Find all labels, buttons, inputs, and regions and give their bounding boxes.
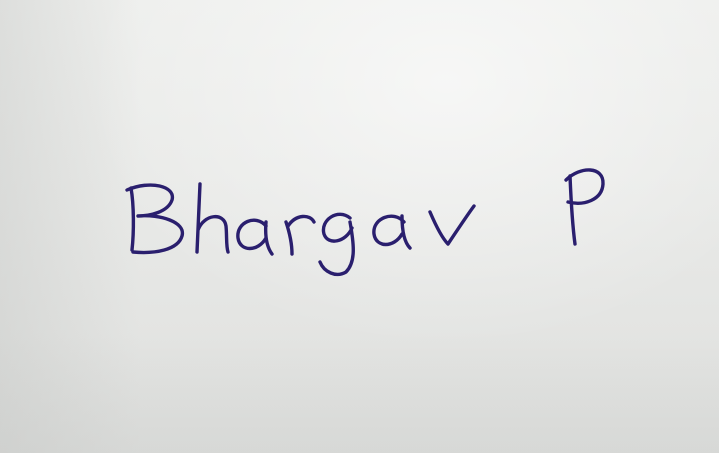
letter-a-1 [238,220,272,254]
letter-h [197,184,228,252]
letter-b-bowls [127,185,182,252]
letter-a-2 [374,216,410,248]
letter-r [286,216,314,254]
letter-b [131,188,133,250]
letter-g [320,214,353,274]
letter-p [570,176,575,244]
letter-v [430,206,474,244]
